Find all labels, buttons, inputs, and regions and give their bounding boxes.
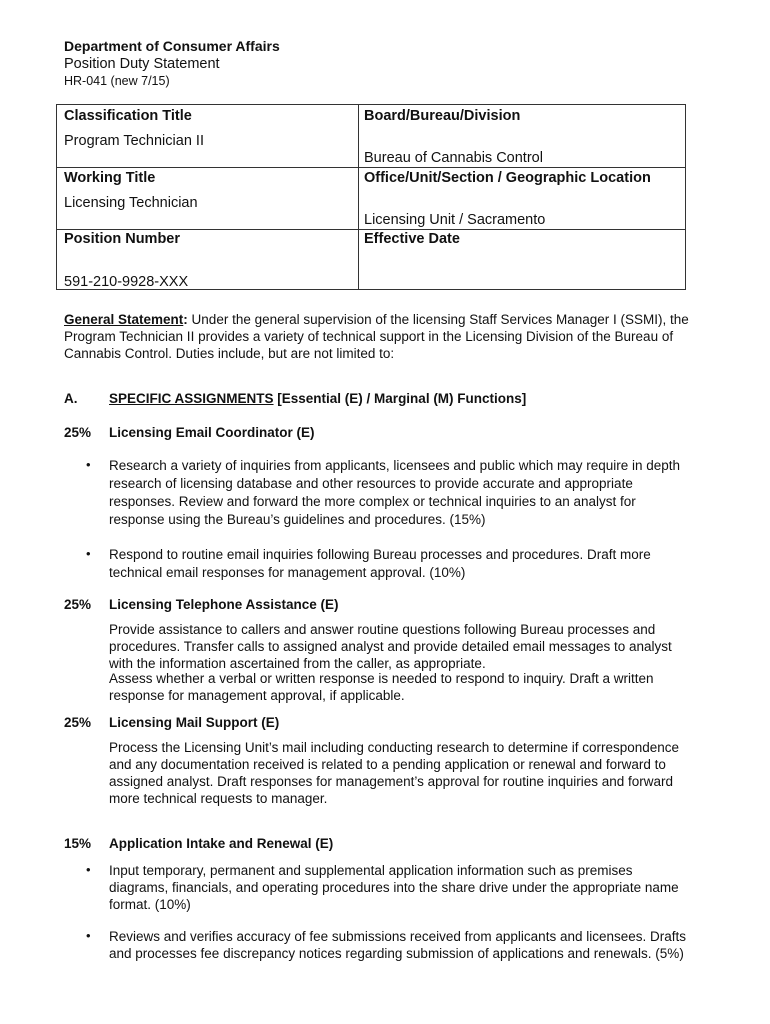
duty-percent: 25%: [64, 597, 92, 612]
duty-bullet-text: Respond to routine email inquiries following Bureau processes and procedures. Draft more technical email responses for management approval. (10%): [109, 547, 651, 580]
position-number-label: Position Number: [64, 231, 181, 247]
general-statement-text: Under the general supervision of the licensing Staff Services Manager I (SSMI), the Program Technician II provides a variety of technical support in the Licensing Division of the Bureau of Cannabis Control. Duties include, but are not limited to:: [64, 312, 689, 361]
table-divider-vertical: [358, 105, 359, 289]
table-divider-right-2: [358, 229, 686, 230]
duty-percent: 25%: [64, 425, 92, 440]
duty-paragraph: Assess whether a verbal or written response is needed to respond to inquiry. Draft a written response for management approval, if applicable.: [109, 671, 654, 703]
effective-date-label: Effective Date: [364, 231, 460, 247]
duty-title: Application Intake and Renewal (E): [109, 836, 334, 851]
bullet-icon: •: [86, 457, 91, 472]
classification-title-value: Program Technician II: [64, 133, 204, 149]
duty-bullet-text: Research a variety of inquiries from applicants, licensees and public which may require in depth research of licensing database and other resources to provide accurate and appropriate responses. Review and forward the more complex or technical inquiries to an analyst for response using the Bureau’s guidelines and procedures. (15%): [109, 458, 681, 527]
duty-percent: 25%: [64, 715, 92, 730]
working-title-value: Licensing Technician: [64, 195, 198, 211]
duty-title: Licensing Mail Support (E): [109, 715, 280, 730]
table-divider-left-2: [57, 229, 358, 230]
general-statement-label: General Statement: [64, 312, 184, 327]
section-a-title: [109, 391, 526, 406]
duty-title: Licensing Email Coordinator (E): [109, 425, 315, 440]
duty-paragraph: Provide assistance to callers and answer routine questions following Bureau processes and procedures. Transfer calls to assigned analyst and provide detailed email messages to analyst with the information ascertained from the caller, as appropriate.: [109, 622, 672, 671]
board-bureau-value: Bureau of Cannabis Control: [364, 150, 543, 166]
section-a-title-underlined: SPECIFIC ASSIGNMENTS: [109, 391, 274, 406]
duty-bullet-text: Reviews and verifies accuracy of fee submissions received from applicants and licensees. Drafts and processes fee discrepancy notices regarding submission of applications and renewals. (5%): [109, 929, 687, 961]
classification-title-label: Classification Title: [64, 108, 192, 124]
duty-paragraph: Process the Licensing Unit’s mail including conducting research to determine if correspondence and any documentation received is related to a pending application or renewal and forward to assigned analyst. Draft responses for management’s approval for routine inquiries and forward more technical requests to manager.: [109, 740, 680, 806]
general-statement-colon: :: [183, 312, 188, 327]
duty-percent: 15%: [64, 836, 92, 851]
section-a-letter: A.: [64, 391, 78, 406]
general-statement: [64, 311, 694, 362]
table-divider-right-1: [358, 167, 686, 168]
form-code: HR-041 (new 7/15): [64, 74, 170, 88]
duty-bullet-text: Input temporary, permanent and supplemental application information such as premises diagrams, financials, and operating procedures into the share drive under the appropriate name format. (10%): [109, 863, 679, 912]
department-name: Department of Consumer Affairs: [64, 38, 280, 54]
bullet-icon: •: [86, 546, 91, 561]
position-info-table: [56, 104, 686, 290]
bullet-icon: •: [86, 862, 91, 877]
working-title-label: Working Title: [64, 170, 156, 186]
office-location-label: Office/Unit/Section / Geographic Location: [364, 170, 651, 186]
bullet-icon: •: [86, 928, 91, 943]
position-number-value: 591-210-9928-XXX: [64, 274, 189, 290]
document-title: Position Duty Statement: [64, 56, 220, 72]
board-bureau-label: Board/Bureau/Division: [364, 108, 521, 124]
duty-title: Licensing Telephone Assistance (E): [109, 597, 339, 612]
section-a-title-rest: [Essential (E) / Marginal (M) Functions]: [273, 391, 527, 406]
table-divider-left-1: [57, 167, 358, 168]
office-location-value: Licensing Unit / Sacramento: [364, 212, 546, 228]
